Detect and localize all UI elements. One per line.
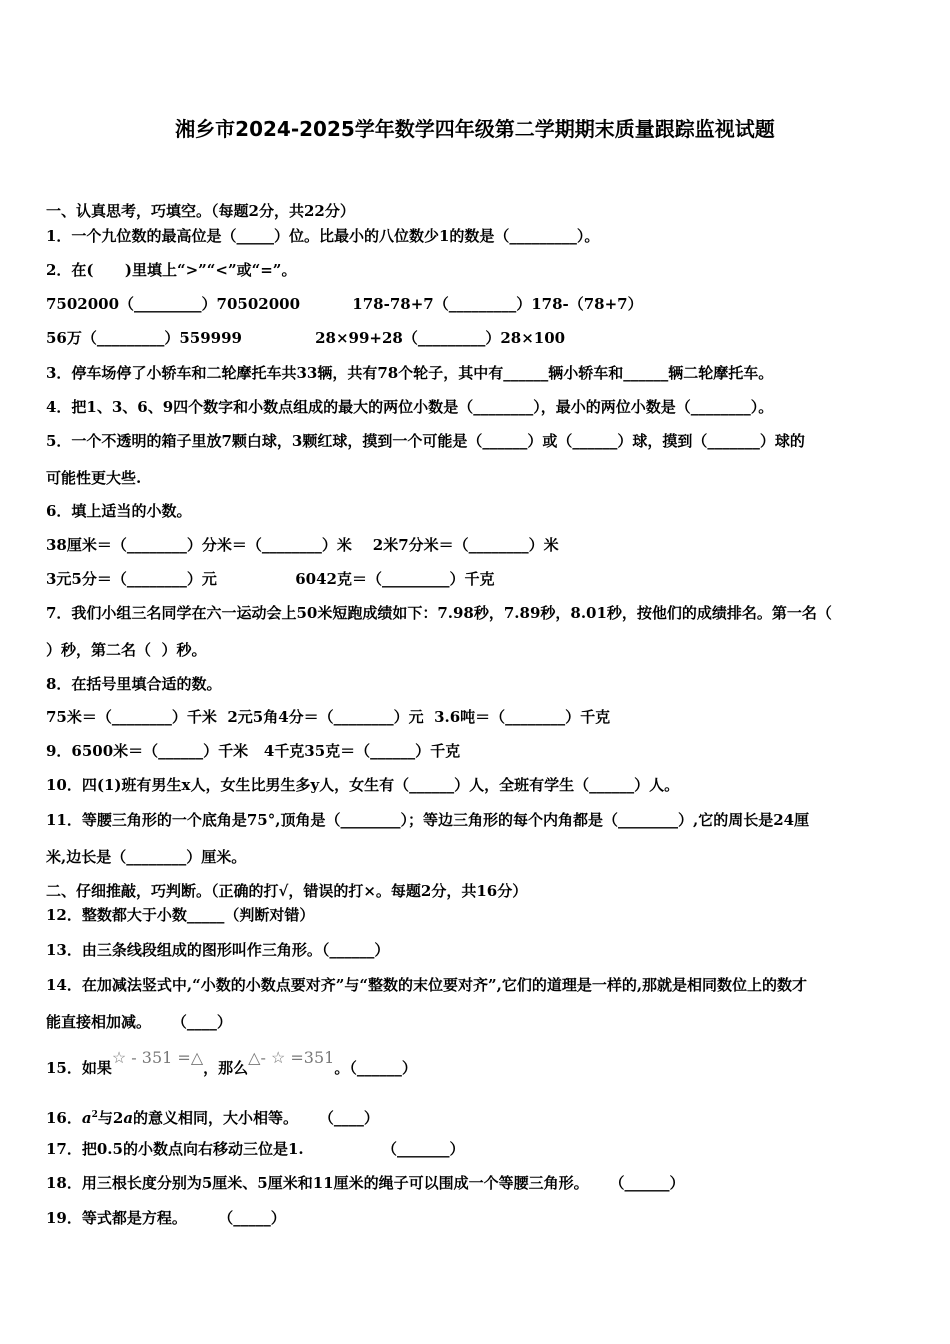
- question-line: 18．用三根长度分别为5厘米、5厘米和11厘米的绳子可以围成一个等腰三角形。 （______）: [46, 1174, 685, 1192]
- question-line: 1．一个九位数的最高位是（_____）位。比最小的八位数少1的数是（_________）。: [46, 227, 600, 245]
- question-line: 可能性更大些.: [46, 469, 142, 487]
- q15-number: 15．如果: [46, 1059, 112, 1077]
- question-line: 19．等式都是方程。 （_____）: [46, 1209, 286, 1227]
- q16-mid: 与2: [97, 1109, 124, 1127]
- question-line: 能直接相加减。 （____）: [46, 1013, 232, 1031]
- question-line: 56万（_________）559999 28×99+28（_________）28×100: [46, 329, 566, 347]
- section-heading: 二、仔细推敲，巧判断。（正确的打√，错误的打×。每题2分，共16分）: [46, 882, 528, 900]
- question-line: 7502000（_________）70502000 178-78+7（_________）178-（78+7）: [46, 295, 643, 313]
- question-line: 12．整数都大于小数_____（判断对错）: [46, 906, 315, 924]
- question-16: [46, 1105, 379, 1128]
- q16-end: 的意义相同，大小相等。 （____）: [133, 1109, 379, 1127]
- q16-var: a: [81, 1109, 92, 1127]
- question-line: 13．由三条线段组成的图形叫作三角形。（______）: [46, 941, 390, 959]
- section-heading: 一、认真思考，巧填空。（每题2分，共22分）: [46, 202, 355, 220]
- question-line: 9．6500米＝（______）千米 4千克35克＝（______）千克: [46, 742, 461, 760]
- question-line: 11．等腰三角形的一个底角是75°,顶角是（________）；等边三角形的每个内角都是（________）,它的周长是24厘: [46, 811, 810, 829]
- question-line: 14．在加减法竖式中,“小数的小数点要对齐”与“整数的末位要对齐”,它们的道理是一样的,那就是相同数位上的数才: [46, 976, 808, 994]
- question-line: 75米＝（________）千米 2元5角4分＝（________）元 3.6吨＝（________）千克: [46, 708, 611, 726]
- question-line: 4．把1、3、6、9四个数字和小数点组成的最大的两位小数是（________），最小的两位小数是（________）。: [46, 398, 774, 416]
- question-line: ）秒，第二名（ ）秒。: [46, 641, 207, 659]
- question-line: 7．我们小组三名同学在六一运动会上50米短跑成绩如下：7.98秒，7.89秒，8.01秒，按他们的成绩排名。第一名（: [46, 604, 832, 622]
- question-line: 米,边长是（________）厘米。: [46, 848, 247, 866]
- question-line: 5．一个不透明的箱子里放7颗白球，3颗红球，摸到一个可能是（______）或（______）球，摸到（_______）球的: [46, 432, 805, 450]
- q16-var2: a: [123, 1109, 134, 1127]
- page-title: 湘乡市2024-2025学年数学四年级第二学期期末质量跟踪监视试题: [175, 117, 775, 141]
- question-line: 17．把0.5的小数点向右移动三位是1. （_______）: [46, 1140, 465, 1158]
- question-line: 3．停车场停了小轿车和二轮摩托车共33辆，共有78个轮子，其中有______辆小轿车和______辆二轮摩托车。: [46, 364, 774, 382]
- question-line: 6．填上适当的小数。: [46, 502, 192, 520]
- q16-number: 16．: [46, 1109, 82, 1127]
- question-line: 8．在括号里填合适的数。: [46, 675, 222, 693]
- question-line: 38厘米＝（________）分米＝（________）米 2米7分米＝（________）米: [46, 536, 559, 554]
- q15-expression-1: ☆ - 351 =△: [111, 1048, 204, 1067]
- q15-mid: ，那么: [203, 1059, 249, 1077]
- question-15: [46, 1048, 417, 1078]
- question-line: 2．在( )里填上“>”“<”或“=”。: [46, 261, 297, 279]
- q15-end: 。（______）: [334, 1059, 417, 1077]
- q16-exponent: 2: [91, 1110, 98, 1120]
- question-line: 3元5分＝（________）元 6042克＝（_________）千克: [46, 570, 495, 588]
- q15-expression-2: △- ☆ =351: [248, 1048, 335, 1067]
- question-line: 10．四(1)班有男生x人，女生比男生多y人，女生有（______）人，全班有学生（______）人。: [46, 776, 680, 794]
